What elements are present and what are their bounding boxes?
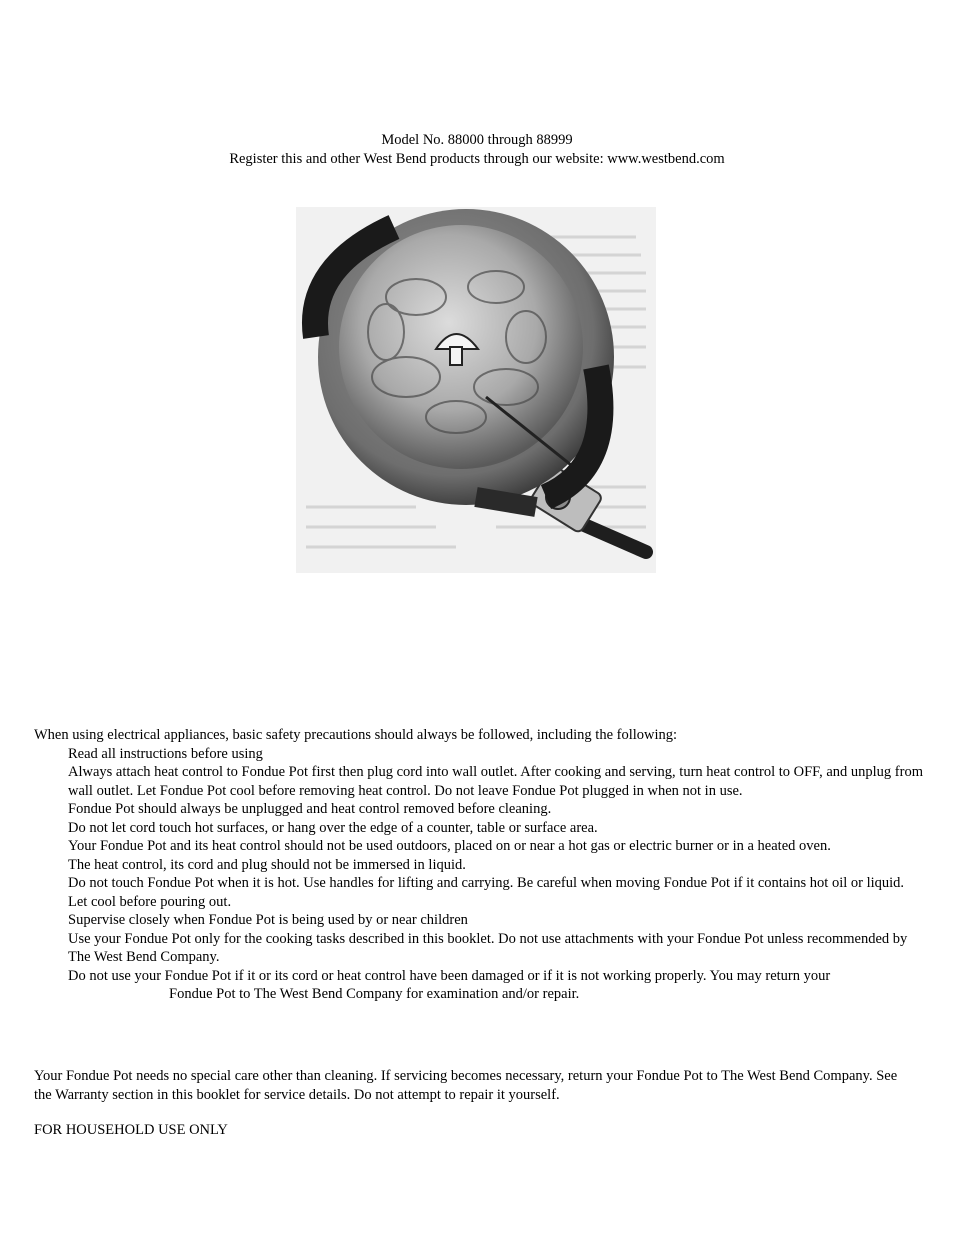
list-item-damaged-warning <box>68 967 924 1004</box>
fondue-pot-photo-icon <box>296 207 656 573</box>
damaged-warning-second: Fondue Pot to The West Bend Company for examination and/or repair. <box>169 986 580 1002</box>
list-item: Supervise closely when Fondue Pot is being used by or near children <box>68 912 468 928</box>
model-number-line: Model No. 88000 through 88999 <box>381 132 573 148</box>
safety-intro: When using electrical appliances, basic safety precautions should always be followed, including the following: <box>34 727 678 743</box>
list-item: Do not touch Fondue Pot when it is hot. Use handles for lifting and carrying. Be careful when moving Fondue Pot if it contains hot oil or liquid. Let cool before pouring out. <box>68 875 905 910</box>
list-item: Fondue Pot should always be unplugged and heat control removed before cleaning. <box>68 801 552 817</box>
list-item: Use your Fondue Pot only for the cooking tasks described in this booklet. Do not use attachments with your Fondue Pot unless recommended by The West Bend Company. <box>68 930 908 965</box>
list-item: Do not let cord touch hot surfaces, or hang over the edge of a counter, table or surface area. <box>68 819 598 836</box>
list-item: Your Fondue Pot and its heat control should not be used outdoors, placed on or near a hot gas or electric burner or in a heated oven. <box>68 838 831 854</box>
list-item: The heat control, its cord and plug should not be immersed in liquid. <box>68 856 466 873</box>
safety-list <box>34 745 924 1004</box>
list-item: Always attach heat control to Fondue Pot first then plug cord into wall outlet. After cooking and serving, turn heat control to OFF, and unplug from wall outlet. Let Fondue Pot cool before removing heat control. Do not leave Fondue Pot plugged in when not in use. <box>68 764 923 799</box>
safety-precautions <box>34 726 924 1004</box>
document-header <box>0 131 954 168</box>
care-paragraph: Your Fondue Pot needs no special care other than cleaning. If servicing becomes necessary, return your Fondue Pot to The West Bend Company. See the Warranty section in this booklet for service details. Do not attempt to repair it yourself. <box>34 1068 898 1103</box>
register-line: Register this and other West Bend products through our website: www.westbend.com <box>229 150 725 167</box>
household-use-notice: FOR HOUSEHOLD USE ONLY <box>34 1122 228 1138</box>
list-item: Read all instructions before using <box>68 745 263 762</box>
damaged-warning-first: Do not use your Fondue Pot if it or its cord or heat control have been damaged or if it is not working properly. You may return your <box>68 967 831 984</box>
